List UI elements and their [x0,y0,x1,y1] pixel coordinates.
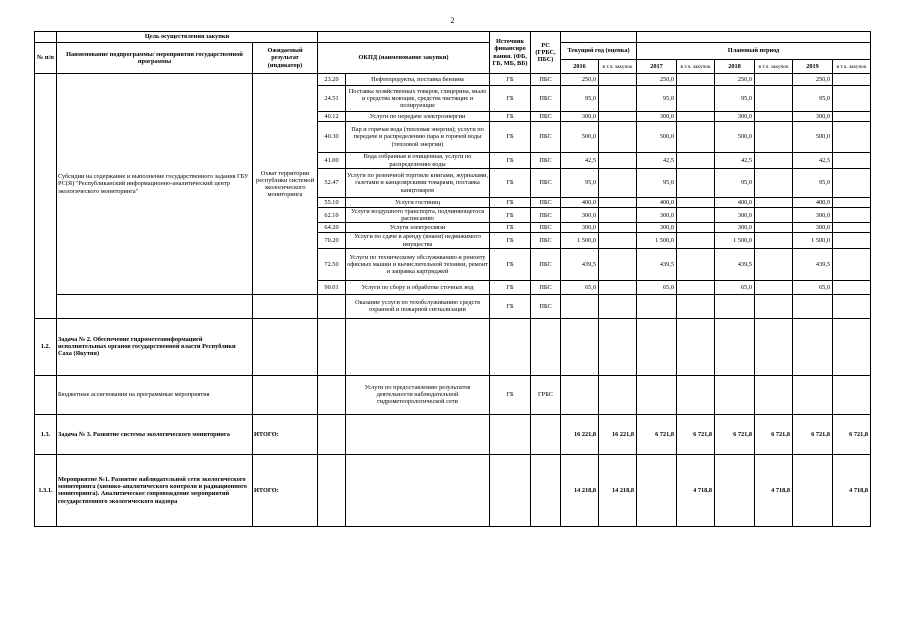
value-cell: 500,0 [637,122,677,153]
value-cell: 439,5 [637,248,677,280]
value-cell [833,169,871,198]
event-1-num: 1.3.1. [35,454,57,526]
value-cell [833,223,871,233]
value-cell: 400,0 [793,198,833,208]
value-cell: 95,0 [561,86,599,112]
value-cell: 65,0 [793,280,833,294]
value-cell [677,280,715,294]
value-cell: 439,5 [793,248,833,280]
value-cell [677,74,715,86]
okpd-header: ОКПД (наименование закупки) [318,43,490,74]
okpd-code: 24.51 [318,86,346,112]
source-cell: ГБ [490,198,531,208]
value-cell: 95,0 [715,86,755,112]
task-3-value: 6 721,8 [637,414,677,454]
source-cell: ГБ [490,112,531,122]
event-1-value: 14 218,8 [561,454,599,526]
rs-header: РС (ГРБС, ПБС) [531,32,561,74]
value-cell [599,112,637,122]
task-3-value: 16 221,8 [561,414,599,454]
incl-2016: в т.ч. закупок [599,60,637,74]
task-3-value: 6 721,8 [715,414,755,454]
value-cell: 300,0 [637,112,677,122]
event-1-value: 4 718,8 [755,454,793,526]
value-cell [833,74,871,86]
value-cell [833,198,871,208]
task-2-name: Задача № 2. Обеспечение гидрометеоинформацией исполнительных органов государственной власти Республики Саха (Якутия) [57,318,253,375]
event-1-value [715,454,755,526]
okpd-code: 70.20 [318,233,346,248]
rs-cell: ПБС [531,112,561,122]
value-cell: 95,0 [637,86,677,112]
okpd-name: Услуги гостиниц [346,198,490,208]
value-cell [677,198,715,208]
rs-cell: ПБС [531,233,561,248]
rs-cell: ПБС [531,208,561,223]
okpd-code: 23.20 [318,74,346,86]
okpd-name: Услуги воздушного транспорта, подчиняющегося расписанию [346,208,490,223]
okpd-code: 90.01 [318,280,346,294]
task-2-num: 1.2. [35,318,57,375]
task-3-value: 6 721,8 [677,414,715,454]
value-cell: 300,0 [793,112,833,122]
okpd-name: Пар и горячая вода (тепловая энергия); услуги по передаче и распределению пара и горячей воды (тепловой энергии) [346,122,490,153]
event-1-value: 14 218,8 [599,454,637,526]
value-cell [833,208,871,223]
value-cell [833,248,871,280]
value-cell [755,153,793,169]
value-cell [755,74,793,86]
value-cell [833,122,871,153]
incl-2017: в т.ч. закупок [677,60,715,74]
value-cell [677,223,715,233]
okpd-name: Услуги электросвязи [346,223,490,233]
incl-2019: в т.ч. закупок [833,60,871,74]
value-cell [677,122,715,153]
budget-okpd: Услуги по предоставлению результатов деятельности наблюдательной гидрометеорологической сети [346,375,490,414]
value-cell [599,74,637,86]
value-cell: 300,0 [793,208,833,223]
value-cell [755,122,793,153]
okpd-name: Нефтепродукты, поставка бензина [346,74,490,86]
value-cell: 400,0 [715,198,755,208]
task-3-value: 16 221,8 [599,414,637,454]
value-cell: 42,5 [715,153,755,169]
value-cell: 65,0 [637,280,677,294]
year-2016: 2016 [561,60,599,74]
page-number: 2 [450,16,455,25]
value-cell [755,112,793,122]
value-cell [833,153,871,169]
rs-cell: ПБС [531,198,561,208]
okpd-name: Услуги по сбору и обработке сточных вод [346,280,490,294]
value-cell [599,86,637,112]
goal-header: Цель осуществления закупки [57,32,318,43]
value-cell: 400,0 [561,198,599,208]
okpd-name: Услуги по передаче электроэнергии [346,112,490,122]
year-2017: 2017 [637,60,677,74]
result-header: Ожидаемый результат (индикатор) [253,43,318,74]
task-3-value: 6 721,8 [793,414,833,454]
source-cell: ГБ [490,208,531,223]
value-cell [599,280,637,294]
value-cell [599,233,637,248]
source-cell: ГБ [490,233,531,248]
source-cell: ГБ [490,153,531,169]
rs-cell: ПБС [531,74,561,86]
value-cell: 500,0 [793,122,833,153]
task-3-row [35,414,871,454]
task-2-row [35,318,871,375]
event-1-row [35,454,871,526]
value-cell [677,153,715,169]
value-cell: 1 500,0 [637,233,677,248]
value-cell: 300,0 [715,223,755,233]
name-header: Наименование подпрограммы/ мероприятия государственной программы [57,43,253,74]
source-cell: ГБ [490,169,531,198]
value-cell [599,122,637,153]
value-cell: 300,0 [715,208,755,223]
value-cell [755,169,793,198]
value-cell [755,208,793,223]
value-cell: 300,0 [561,112,599,122]
value-cell: 300,0 [793,223,833,233]
okpd-code: 40.12 [318,112,346,122]
okpd-name: Услуги по розничной торговле книгами, журналами, газетами и канцелярскими товарами, поставка канцтоваров [346,169,490,198]
okpd-code: 55.10 [318,198,346,208]
task-3-total-label: ИТОГО: [253,414,318,454]
value-cell: 439,5 [715,248,755,280]
rs-cell: ПБС [531,280,561,294]
value-cell [677,86,715,112]
rs-cell: ПБС [531,223,561,233]
okpd-name: Вода собранная и очищенная, услуги по распределению воды [346,153,490,169]
table-row [35,294,871,318]
value-cell: 95,0 [793,86,833,112]
value-cell: 1 500,0 [793,233,833,248]
okpd-code: 62.10 [318,208,346,223]
value-cell [677,233,715,248]
value-cell: 300,0 [637,208,677,223]
budget-source: ГБ [490,375,531,414]
event-1-value: 4 718,8 [833,454,871,526]
year-2019: 2019 [793,60,833,74]
task-3-name: Задача № 3. Развитие системы экологического мониторинга [57,414,253,454]
rs-cell: ПБС [531,248,561,280]
rs-cell: ПБС [531,122,561,153]
value-cell: 65,0 [561,280,599,294]
plan-period-header: Плановый период [637,43,871,60]
table-row [35,74,871,86]
value-cell [677,112,715,122]
budget-name: Бюджетные ассигнования на программные мероприятия [57,375,253,414]
task-3-value: 6 721,8 [833,414,871,454]
value-cell [833,86,871,112]
value-cell: 300,0 [561,223,599,233]
value-cell [599,198,637,208]
source-cell: ГБ [490,86,531,112]
value-cell: 500,0 [561,122,599,153]
source-cell: ГБ [490,248,531,280]
okpd-code: 40.30 [318,122,346,153]
value-cell: 300,0 [715,112,755,122]
value-cell [599,169,637,198]
value-cell [677,208,715,223]
value-cell: 250,0 [561,74,599,86]
current-year-header: Текущий год (оценка) [561,43,637,60]
value-cell [755,280,793,294]
source-cell: ГБ [490,74,531,86]
value-cell: 1 500,0 [561,233,599,248]
value-cell [677,169,715,198]
value-cell [599,208,637,223]
budget-rs: ГРБС [531,375,561,414]
okpd-code: 64.20 [318,223,346,233]
value-cell [833,233,871,248]
event-1-total-label: ИТОГО: [253,454,318,526]
rs-cell: ПБС [531,86,561,112]
okpd-code: 72.50 [318,248,346,280]
value-cell [755,233,793,248]
value-cell: 95,0 [793,169,833,198]
value-cell [599,223,637,233]
value-cell [755,198,793,208]
value-cell: 250,0 [793,74,833,86]
value-cell [755,86,793,112]
value-cell: 400,0 [637,198,677,208]
event-1-value [637,454,677,526]
value-cell [755,223,793,233]
value-cell [755,248,793,280]
task-3-num: 1.3. [35,414,57,454]
value-cell: 95,0 [715,169,755,198]
value-cell: 250,0 [637,74,677,86]
event-1-value: 4 718,8 [677,454,715,526]
event-1-name: Мероприятие №1. Развитие наблюдательной сети экологического мониторинга (химико-аналитического контроля и радиационного мониторинга). Аналитическое сопровождение мероприятий государственного экологического надзора [57,454,253,526]
year-2018: 2018 [715,60,755,74]
rs-cell: ПБС [531,169,561,198]
value-cell [599,153,637,169]
value-cell: 500,0 [715,122,755,153]
value-cell: 95,0 [637,169,677,198]
budget-row [35,375,871,414]
value-cell: 1 500,0 [715,233,755,248]
subsidy-result: Охват территории республики системой экологического мониторинга [253,74,318,295]
rs-cell: ПБС [531,153,561,169]
source-cell: ГБ [490,280,531,294]
value-cell [833,112,871,122]
source-cell: ГБ [490,122,531,153]
subsidy-name: Субсидии на содержание и выполнение государственного задания ГБУ РС(Я) "Республиканский информационно-аналитический центр экологического мониторинга" [57,74,253,295]
source-cell: ГБ [490,223,531,233]
incl-2018: в т.ч. закупок [755,60,793,74]
source-header: Источник финансиро вания. (ФБ, ГБ, МБ, ВБ) [490,32,531,74]
okpd-name: Услуги по техническому обслуживанию и ремонту офисных машин и вычислительной техники, ремонт и заправка картриджей [346,248,490,280]
okpd-name: Оказание услуги по техобслуживанию средств охранной и пожарной сигнализации [346,294,490,318]
value-cell [677,248,715,280]
event-1-value [793,454,833,526]
value-cell: 42,5 [561,153,599,169]
value-cell: 300,0 [637,223,677,233]
value-cell: 42,5 [793,153,833,169]
value-cell [833,280,871,294]
value-cell: 42,5 [637,153,677,169]
value-cell: 300,0 [561,208,599,223]
value-cell: 95,0 [561,169,599,198]
okpd-code: 41.00 [318,153,346,169]
value-cell [599,248,637,280]
procurement-table [34,31,871,527]
num-header: № п/п [35,43,57,74]
okpd-name: Услуги по сдаче в аренду (внаем) недвижимого имущества [346,233,490,248]
rs-cell: ПБС [531,294,561,318]
okpd-code: 52.47 [318,169,346,198]
value-cell: 65,0 [715,280,755,294]
task-3-value: 6 721,8 [755,414,793,454]
value-cell: 439,5 [561,248,599,280]
source-cell: ГБ [490,294,531,318]
value-cell: 250,0 [715,74,755,86]
okpd-name: Поставка хозяйственных товаров, глицерина, мыло и средства моющие, средства чистящие и полирующие [346,86,490,112]
